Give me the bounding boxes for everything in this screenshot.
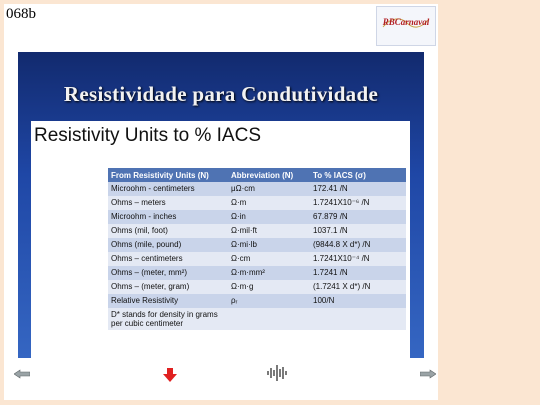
- table-cell: 1.7241 /N: [310, 266, 406, 280]
- table-row: [108, 252, 406, 266]
- table-cell: Ω·mil·ft: [228, 224, 310, 238]
- table-cell: Ω·m·g: [228, 280, 310, 294]
- slide-heading: Resistivity Units to % IACS: [34, 125, 261, 146]
- table-cell: 100/N: [310, 294, 406, 308]
- table-header-cell: To % IACS (σ): [310, 168, 406, 182]
- table-cell: [310, 308, 406, 330]
- table-cell: 1037.1 /N: [310, 224, 406, 238]
- slide-number: 71: [395, 340, 402, 346]
- table-cell: 1.7241X10⁻⁴ /N: [310, 252, 406, 266]
- table-row: [108, 294, 406, 308]
- table-cell: Ohms – (meter, mm²): [108, 266, 228, 280]
- table-cell: 1.7241X10⁻⁶ /N: [310, 196, 406, 210]
- table-cell: Ω·in: [228, 210, 310, 224]
- table-cell: ρᵣ: [228, 294, 310, 308]
- table-cell: Ω·m·mm²: [228, 266, 310, 280]
- table-cell: μΩ·cm: [228, 182, 310, 196]
- right-arrow-icon[interactable]: [420, 369, 436, 379]
- table-footnote-cell: D* stands for density in grams per cubic centimeter: [108, 308, 228, 330]
- down-arrow-icon[interactable]: [163, 368, 177, 382]
- table-row: [108, 196, 406, 210]
- table-cell: [228, 308, 310, 330]
- page-frame: [4, 4, 438, 400]
- left-arrow-icon[interactable]: [14, 369, 30, 379]
- logo-text: RBCarnaval: [382, 17, 430, 27]
- table-cell: Ω·mi·lb: [228, 238, 310, 252]
- table-cell: Relative Resistivity: [108, 294, 228, 308]
- table-header-cell: From Resistivity Units (N): [108, 168, 228, 182]
- table-cell: 172.41 /N: [310, 182, 406, 196]
- table-cell: Ohms (mile, pound): [108, 238, 228, 252]
- table-cell: Microohm - inches: [108, 210, 228, 224]
- audio-waveform-icon[interactable]: [266, 364, 288, 382]
- table-cell: Ohms – centimeters: [108, 252, 228, 266]
- table-header-cell: Abbreviation (N): [228, 168, 310, 182]
- table-row: [108, 224, 406, 238]
- units-table: [108, 168, 406, 330]
- table-cell: Ω·cm: [228, 252, 310, 266]
- table-cell: Ohms (mil, foot): [108, 224, 228, 238]
- table-cell: 67.879 /N: [310, 210, 406, 224]
- table-cell: Microohm - centimeters: [108, 182, 228, 196]
- table-row: [108, 280, 406, 294]
- table-row: [108, 182, 406, 196]
- table-cell: (9844.8 X d*) /N: [310, 238, 406, 252]
- logo: [376, 6, 436, 46]
- slide-content: [31, 121, 410, 359]
- table-cell: Ohms – meters: [108, 196, 228, 210]
- table-cell: Ω·m: [228, 196, 310, 210]
- table-row: [108, 308, 406, 330]
- page-code: 068b: [6, 6, 36, 22]
- slide: [18, 52, 424, 358]
- table-cell: (1.7241 X d*) /N: [310, 280, 406, 294]
- table-row: [108, 238, 406, 252]
- slide-title: Resistividade para Condutividade: [63, 82, 379, 106]
- table-row: [108, 266, 406, 280]
- table-row: [108, 210, 406, 224]
- table-cell: Ohms – (meter, gram): [108, 280, 228, 294]
- table-header-row: [108, 168, 406, 182]
